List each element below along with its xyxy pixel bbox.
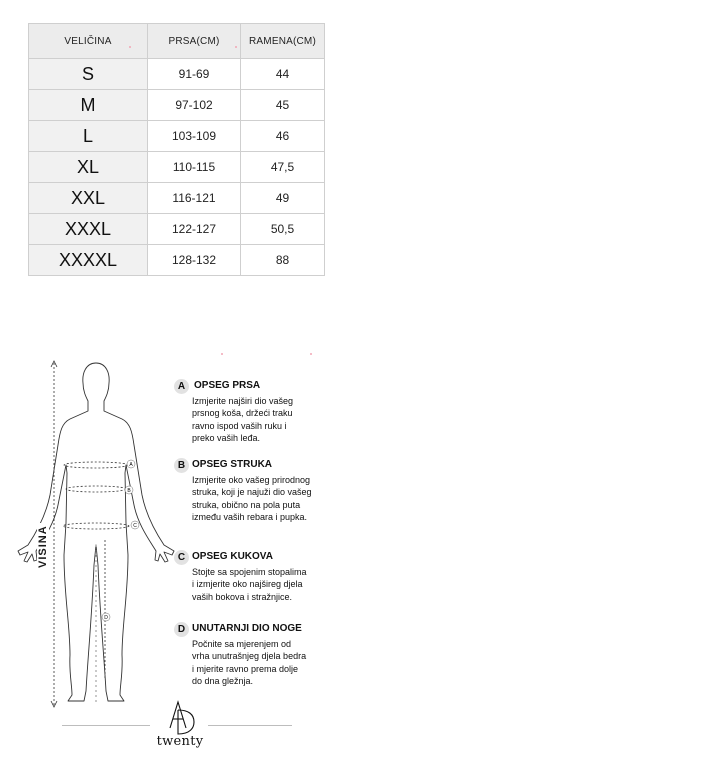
desc-line: vrha unutrašnjeg djela bedra <box>192 651 307 662</box>
height-label: VISINA <box>37 525 49 568</box>
header-prsa: PRSA(CM) <box>148 24 241 59</box>
table-row <box>29 90 325 121</box>
size-cell: L <box>29 121 148 152</box>
desc-line: Izmjerite oko vašeg prirodnog <box>192 475 311 485</box>
size-cell: S <box>29 59 148 90</box>
decor-dot <box>221 353 223 355</box>
prsa-cell: 103-109 <box>148 121 241 152</box>
marker-a: A <box>129 462 133 468</box>
desc-line: struka, koji je najuži dio vašeg <box>192 487 312 498</box>
prsa-cell: 122-127 <box>148 214 241 245</box>
logo-text: twenty <box>156 734 204 749</box>
ramena-cell: 49 <box>241 183 325 214</box>
header-ramena: RAMENA(CM) <box>241 24 325 59</box>
step-description <box>192 474 342 523</box>
table-row <box>29 214 325 245</box>
ramena-cell: 46 <box>241 121 325 152</box>
height-label-box <box>33 526 49 570</box>
logo-rule-right <box>208 725 292 726</box>
step-title: OPSEG STRUKA <box>192 459 273 470</box>
size-cell: XL <box>29 152 148 183</box>
size-cell: XXXXL <box>29 245 148 276</box>
size-cell: XXXL <box>29 214 148 245</box>
desc-line: Izmjerite najširi dio vašeg <box>192 396 294 406</box>
height-arrow <box>51 361 57 707</box>
table-row <box>29 152 325 183</box>
ramena-cell: 50,5 <box>241 214 325 245</box>
table-row <box>29 59 325 90</box>
desc-line: Počnite sa mjerenjem od <box>192 639 292 649</box>
desc-line: ravno ispod vaših ruku i <box>192 420 287 431</box>
table-row <box>29 121 325 152</box>
measure-markers <box>102 460 139 621</box>
desc-line: struka, obično na pola puta <box>192 499 301 510</box>
step-title: OPSEG PRSA <box>194 380 261 391</box>
marker-c: C <box>133 523 137 529</box>
ramena-cell: 44 <box>241 59 325 90</box>
ramena-cell: 45 <box>241 90 325 121</box>
ramena-cell: 47,5 <box>241 152 325 183</box>
desc-line: vaših bokova i stražnjice. <box>192 591 293 602</box>
prsa-cell: 128-132 <box>148 245 241 276</box>
step-badge: A <box>174 379 189 394</box>
prsa-cell: 91-69 <box>148 59 241 90</box>
desc-line: između vaših rebara i pupka. <box>192 511 308 522</box>
step-description <box>192 566 342 603</box>
desc-line: i izmjerite oko najšireg djela <box>192 579 303 590</box>
logo-rule-left <box>62 725 150 726</box>
desc-line: i mjerite ravno prema dolje <box>192 663 299 674</box>
prsa-cell: 116-121 <box>148 183 241 214</box>
step-description <box>192 395 342 444</box>
table-header-row <box>29 24 325 59</box>
header-velicina: VELIČINA <box>29 24 148 59</box>
step-badge: D <box>174 622 189 637</box>
size-table <box>28 23 325 276</box>
desc-line: prsnog koša, držeći traku <box>192 408 293 419</box>
step-title: OPSEG KUKOVA <box>192 551 273 562</box>
step-badge: C <box>174 550 189 565</box>
prsa-cell: 110-115 <box>148 152 241 183</box>
decor-dot <box>235 46 237 48</box>
size-cell: XXL <box>29 183 148 214</box>
desc-line: preko vaših leđa. <box>192 432 261 443</box>
size-cell: M <box>29 90 148 121</box>
desc-line: Stojte sa spojenim stopalima <box>192 567 307 577</box>
desc-line: do dna gležnja. <box>192 675 254 686</box>
marker-b: B <box>127 488 131 494</box>
marker-d: D <box>104 615 108 621</box>
step-title: UNUTARNJI DIO NOGE <box>192 623 302 634</box>
table-row <box>29 183 325 214</box>
decor-dot <box>310 353 312 355</box>
prsa-cell: 97-102 <box>148 90 241 121</box>
table-row <box>29 245 325 276</box>
ramena-cell: 88 <box>241 245 325 276</box>
step-badge: B <box>174 458 189 473</box>
step-description <box>192 638 342 687</box>
decor-dot <box>129 46 131 48</box>
